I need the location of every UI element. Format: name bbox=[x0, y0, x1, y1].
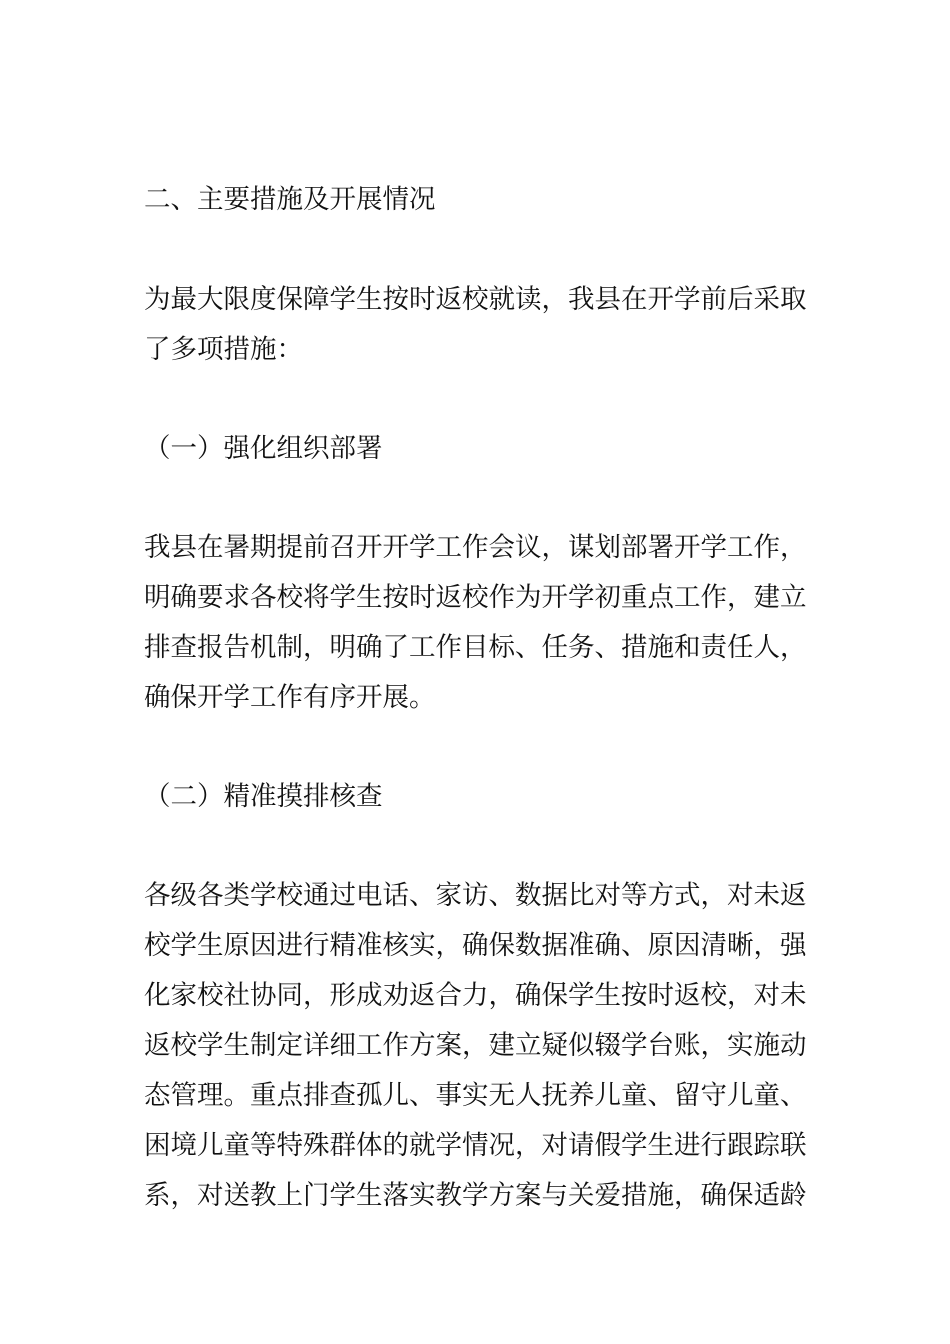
subsection-2-paragraph-line: 化家校社协同，形成劝返合力，确保学生按时返校，对未 bbox=[144, 980, 807, 1011]
subsection-2-heading: （二）精准摸排核查 bbox=[144, 781, 383, 812]
subsection-1-paragraph-line: 确保开学工作有序开展。 bbox=[144, 682, 436, 713]
subsection-1-paragraph-line: 排查报告机制，明确了工作目标、任务、措施和责任人， bbox=[144, 632, 807, 663]
intro-paragraph-line: 为最大限度保障学生按时返校就读，我县在开学前后采取 bbox=[144, 284, 807, 315]
subsection-2-paragraph-line: 返校学生制定详细工作方案，建立疑似辍学台账，实施动 bbox=[144, 1030, 807, 1061]
subsection-1-paragraph-line: 我县在暑期提前召开开学工作会议，谋划部署开学工作， bbox=[144, 532, 807, 563]
subsection-1-paragraph-line: 明确要求各校将学生按时返校作为开学初重点工作，建立 bbox=[144, 582, 807, 613]
subsection-2-paragraph-line: 系，对送教上门学生落实教学方案与关爱措施，确保适龄 bbox=[144, 1180, 807, 1211]
subsection-2-paragraph-line: 各级各类学校通过电话、家访、数据比对等方式，对未返 bbox=[144, 880, 807, 911]
intro-paragraph-line: 了多项措施： bbox=[144, 334, 303, 365]
subsection-2-paragraph-line: 态管理。重点排查孤儿、事实无人抚养儿童、留守儿童、 bbox=[144, 1080, 807, 1111]
subsection-2-paragraph-line: 校学生原因进行精准核实，确保数据准确、原因清晰，强 bbox=[144, 930, 807, 961]
subsection-2-paragraph-line: 困境儿童等特殊群体的就学情况，对请假学生进行跟踪联 bbox=[144, 1130, 807, 1161]
section-heading: 二、主要措施及开展情况 bbox=[144, 184, 436, 215]
subsection-1-heading: （一）强化组织部署 bbox=[144, 433, 383, 464]
